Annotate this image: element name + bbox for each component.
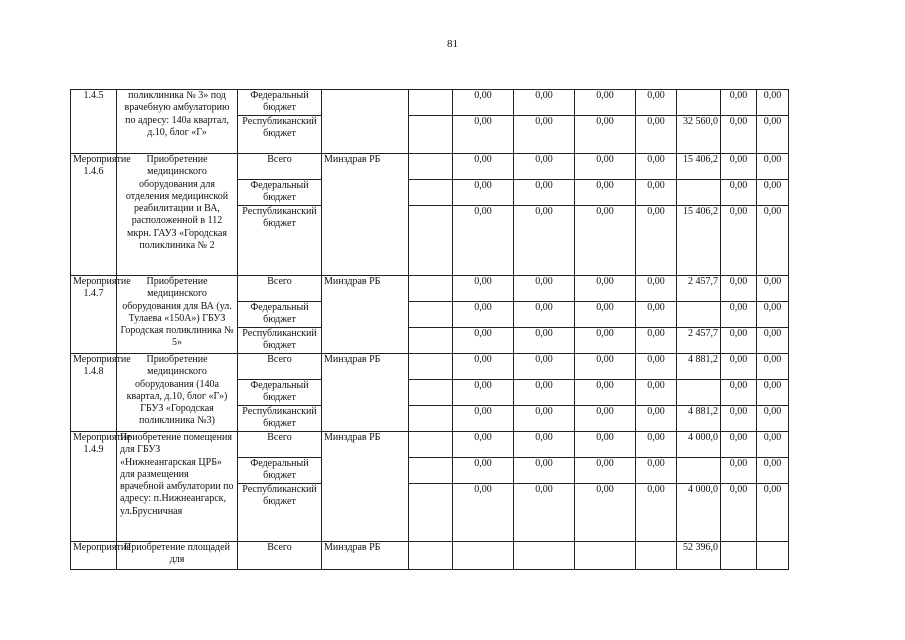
value-cell: 0,00 <box>757 154 789 180</box>
value-cell: 0,00 <box>721 116 757 154</box>
value-cell: 0,00 <box>453 302 514 328</box>
value-cell: 15 406,2 <box>677 154 721 180</box>
value-cell: 0,00 <box>514 406 575 432</box>
value-cell: 0,00 <box>575 484 636 542</box>
value-cell: 0,00 <box>636 180 677 206</box>
value-cell: 0,00 <box>575 328 636 354</box>
value-cell: 0,00 <box>575 154 636 180</box>
activity-name: Приобретение медицинского оборудования для отделения медицинской реабилитации и ВА, расположенной в 112 мкрн. ГАУЗ «Городская поликлиника № 2 <box>117 154 238 276</box>
executor: Минздрав РБ <box>322 276 409 354</box>
funding-source: Федеральный бюджет <box>238 302 322 328</box>
spacer-cell <box>409 432 453 458</box>
activity-code: Мероприятие 1.4.7 <box>71 276 117 354</box>
value-cell <box>453 542 514 570</box>
value-cell: 0,00 <box>575 458 636 484</box>
table-row <box>71 542 789 570</box>
value-cell: 0,00 <box>575 276 636 302</box>
value-cell: 0,00 <box>757 484 789 542</box>
value-cell: 0,00 <box>514 276 575 302</box>
value-cell: 2 457,7 <box>677 328 721 354</box>
value-cell: 0,00 <box>757 90 789 116</box>
value-cell: 4 881,2 <box>677 354 721 380</box>
value-cell: 0,00 <box>636 484 677 542</box>
executor <box>322 90 409 154</box>
funding-source: Республиканский бюджет <box>238 116 322 154</box>
funding-source: Всего <box>238 154 322 180</box>
value-cell: 0,00 <box>721 154 757 180</box>
value-cell: 0,00 <box>721 432 757 458</box>
value-cell: 0,00 <box>721 380 757 406</box>
executor: Минздрав РБ <box>322 432 409 542</box>
value-cell: 0,00 <box>453 276 514 302</box>
value-cell: 0,00 <box>636 328 677 354</box>
value-cell: 0,00 <box>575 354 636 380</box>
value-cell <box>575 542 636 570</box>
value-cell: 0,00 <box>636 276 677 302</box>
value-cell: 0,00 <box>757 354 789 380</box>
value-cell <box>757 542 789 570</box>
spacer-cell <box>409 116 453 154</box>
value-cell: 4 881,2 <box>677 406 721 432</box>
value-cell: 0,00 <box>514 206 575 276</box>
table-row <box>71 276 789 302</box>
value-cell: 0,00 <box>636 116 677 154</box>
value-cell: 0,00 <box>636 406 677 432</box>
value-cell <box>677 458 721 484</box>
value-cell: 0,00 <box>453 380 514 406</box>
funding-source: Федеральный бюджет <box>238 90 322 116</box>
funding-source: Всего <box>238 354 322 380</box>
value-cell: 0,00 <box>757 206 789 276</box>
value-cell: 4 000,0 <box>677 484 721 542</box>
value-cell <box>677 380 721 406</box>
activity-code: Мероприятие 1.4.6 <box>71 154 117 276</box>
value-cell: 0,00 <box>721 328 757 354</box>
value-cell: 0,00 <box>575 432 636 458</box>
value-cell: 0,00 <box>514 302 575 328</box>
value-cell: 0,00 <box>514 180 575 206</box>
value-cell: 15 406,2 <box>677 206 721 276</box>
value-cell: 0,00 <box>721 406 757 432</box>
funding-source: Всего <box>238 432 322 458</box>
executor: Минздрав РБ <box>322 154 409 276</box>
value-cell: 0,00 <box>514 432 575 458</box>
funding-source: Республиканский бюджет <box>238 206 322 276</box>
value-cell: 0,00 <box>453 154 514 180</box>
value-cell: 0,00 <box>453 116 514 154</box>
value-cell: 0,00 <box>721 206 757 276</box>
spacer-cell <box>409 154 453 180</box>
value-cell: 0,00 <box>757 116 789 154</box>
activity-name: Приобретение площадей для <box>117 542 238 570</box>
table-row <box>71 154 789 180</box>
value-cell: 0,00 <box>575 406 636 432</box>
spacer-cell <box>409 206 453 276</box>
funding-source: Федеральный бюджет <box>238 180 322 206</box>
table-row <box>71 90 789 116</box>
value-cell: 0,00 <box>453 354 514 380</box>
activity-name: поликлиника № 3» под врачебную амбулаторию по адресу: 140а квартал, д.10, блог «Г» <box>117 90 238 154</box>
value-cell <box>677 302 721 328</box>
activity-name: Приобретение медицинского оборудования для ВА (ул. Тулаева «150А») ГБУЗ Городская поликлиника № 5» <box>117 276 238 354</box>
funding-source: Республиканский бюджет <box>238 328 322 354</box>
value-cell: 0,00 <box>636 354 677 380</box>
spacer-cell <box>409 458 453 484</box>
value-cell <box>677 180 721 206</box>
spacer-cell <box>409 328 453 354</box>
value-cell: 0,00 <box>757 458 789 484</box>
value-cell: 0,00 <box>757 180 789 206</box>
value-cell: 0,00 <box>453 328 514 354</box>
value-cell: 0,00 <box>514 458 575 484</box>
spacer-cell <box>409 380 453 406</box>
activity-code: Мероприятие 1.4.8 <box>71 354 117 432</box>
value-cell: 0,00 <box>721 90 757 116</box>
page-number: 81 <box>447 38 458 50</box>
value-cell: 0,00 <box>514 154 575 180</box>
value-cell: 0,00 <box>757 406 789 432</box>
value-cell: 0,00 <box>575 302 636 328</box>
value-cell: 0,00 <box>636 380 677 406</box>
value-cell: 0,00 <box>721 180 757 206</box>
spacer-cell <box>409 354 453 380</box>
spacer-cell <box>409 542 453 570</box>
value-cell: 0,00 <box>514 380 575 406</box>
value-cell: 0,00 <box>721 302 757 328</box>
value-cell: 0,00 <box>757 432 789 458</box>
funding-source: Федеральный бюджет <box>238 380 322 406</box>
funding-source: Республиканский бюджет <box>238 484 322 542</box>
executor: Минздрав РБ <box>322 542 409 570</box>
value-cell: 0,00 <box>453 406 514 432</box>
value-cell: 0,00 <box>575 116 636 154</box>
value-cell: 0,00 <box>757 276 789 302</box>
value-cell: 0,00 <box>636 432 677 458</box>
spacer-cell <box>409 90 453 116</box>
activity-code: Мероприятие 1.4.9 <box>71 432 117 542</box>
value-cell: 2 457,7 <box>677 276 721 302</box>
executor: Минздрав РБ <box>322 354 409 432</box>
value-cell <box>636 542 677 570</box>
value-cell: 0,00 <box>636 154 677 180</box>
value-cell: 0,00 <box>514 484 575 542</box>
value-cell: 0,00 <box>453 458 514 484</box>
value-cell: 0,00 <box>453 180 514 206</box>
activity-code: 1.4.5 <box>71 90 117 154</box>
value-cell: 0,00 <box>636 458 677 484</box>
value-cell: 32 560,0 <box>677 116 721 154</box>
funding-source: Всего <box>238 276 322 302</box>
value-cell: 0,00 <box>721 484 757 542</box>
value-cell: 0,00 <box>636 90 677 116</box>
value-cell: 0,00 <box>575 180 636 206</box>
value-cell: 0,00 <box>575 206 636 276</box>
table-row <box>71 432 789 458</box>
value-cell: 0,00 <box>514 90 575 116</box>
value-cell: 0,00 <box>721 276 757 302</box>
value-cell: 0,00 <box>757 302 789 328</box>
value-cell: 0,00 <box>514 328 575 354</box>
value-cell <box>514 542 575 570</box>
value-cell: 0,00 <box>453 90 514 116</box>
table-row <box>71 354 789 380</box>
value-cell: 0,00 <box>636 302 677 328</box>
activity-name: Приобретение помещения для ГБУЗ «Нижнеангарская ЦРБ» для размещения врачебной амбулатории по адресу: п.Нижнеангарск, ул.Брусничная <box>117 432 238 542</box>
spacer-cell <box>409 484 453 542</box>
value-cell: 4 000,0 <box>677 432 721 458</box>
value-cell: 0,00 <box>514 116 575 154</box>
value-cell <box>721 542 757 570</box>
spacer-cell <box>409 180 453 206</box>
budget-table <box>70 89 789 570</box>
value-cell: 0,00 <box>453 484 514 542</box>
value-cell: 0,00 <box>575 380 636 406</box>
spacer-cell <box>409 276 453 302</box>
value-cell: 0,00 <box>757 328 789 354</box>
value-cell: 0,00 <box>636 206 677 276</box>
value-cell: 0,00 <box>721 458 757 484</box>
funding-source: Федеральный бюджет <box>238 458 322 484</box>
spacer-cell <box>409 406 453 432</box>
value-cell: 52 396,0 <box>677 542 721 570</box>
value-cell: 0,00 <box>514 354 575 380</box>
activity-code: Мероприятие <box>71 542 117 570</box>
value-cell <box>677 90 721 116</box>
value-cell: 0,00 <box>453 206 514 276</box>
spacer-cell <box>409 302 453 328</box>
funding-source: Республиканский бюджет <box>238 406 322 432</box>
value-cell: 0,00 <box>757 380 789 406</box>
funding-source: Всего <box>238 542 322 570</box>
value-cell: 0,00 <box>453 432 514 458</box>
value-cell: 0,00 <box>575 90 636 116</box>
value-cell: 0,00 <box>721 354 757 380</box>
activity-name: Приобретение медицинского оборудования (140а квартал, д.10, блог «Г») ГБУЗ «Городская поликлиника №3) <box>117 354 238 432</box>
